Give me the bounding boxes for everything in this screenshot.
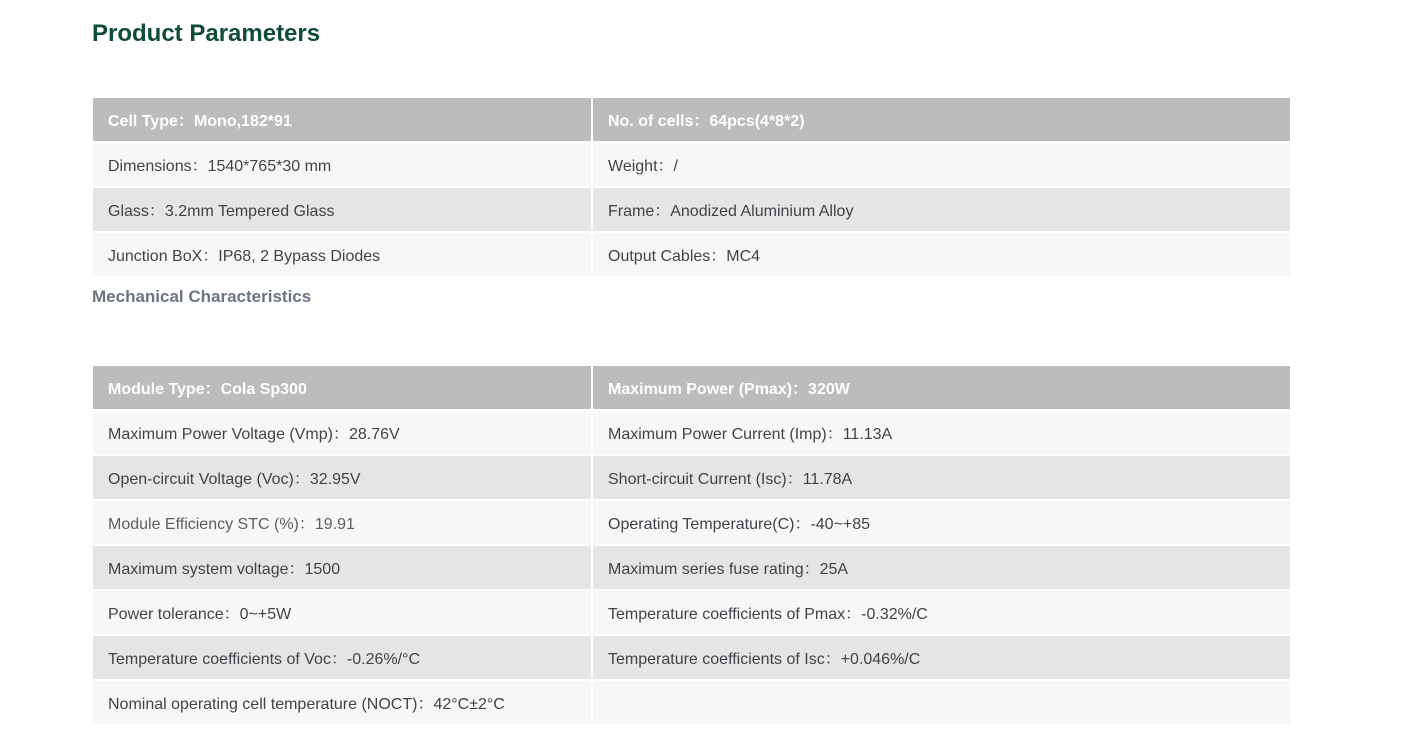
table-cell: Power tolerance：0~+5W <box>93 591 591 634</box>
table-row <box>93 456 1290 499</box>
table-cell: Operating Temperature(C)：-40~+85 <box>593 501 1290 544</box>
table-cell: Output Cables：MC4 <box>593 233 1290 276</box>
table-row <box>93 681 1290 724</box>
table-row <box>93 546 1290 589</box>
table-cell: Cell Type：Mono,182*91 <box>93 98 591 141</box>
table-cell: Open-circuit Voltage (Voc)：32.95V <box>93 456 591 499</box>
table-cell: Weight：/ <box>593 143 1290 186</box>
table-cell: Frame：Anodized Aluminium Alloy <box>593 188 1290 231</box>
table-row <box>93 143 1290 186</box>
table-cell: Temperature coefficients of Isc：+0.046%/C <box>593 636 1290 679</box>
mechanical-characteristics-table <box>91 364 1292 726</box>
product-parameters-table <box>91 96 1292 278</box>
mechanical-characteristics-heading: Mechanical Characteristics <box>92 287 312 306</box>
table-row <box>93 188 1290 231</box>
table-cell <box>593 681 1290 724</box>
table-row <box>93 591 1290 634</box>
table-row <box>93 98 1290 141</box>
table-row <box>93 411 1290 454</box>
table-cell: Junction BoX：IP68, 2 Bypass Diodes <box>93 233 591 276</box>
table-row <box>93 501 1290 544</box>
table-cell: Maximum Power (Pmax)：320W <box>593 366 1290 409</box>
table-cell: Glass：3.2mm Tempered Glass <box>93 188 591 231</box>
table-cell: Short-circuit Current (Isc)：11.78A <box>593 456 1290 499</box>
table-cell: Module Efficiency STC (%)：19.91 <box>93 501 591 544</box>
table-cell: Temperature coefficients of Pmax：-0.32%/C <box>593 591 1290 634</box>
table-row <box>93 233 1290 276</box>
table-cell: Dimensions：1540*765*30 mm <box>93 143 591 186</box>
table-cell: Temperature coefficients of Voc：-0.26%/°C <box>93 636 591 679</box>
table-cell: No. of cells：64pcs(4*8*2) <box>593 98 1290 141</box>
page-title: Product Parameters <box>92 20 321 47</box>
table-row <box>93 636 1290 679</box>
table-cell: Maximum series fuse rating：25A <box>593 546 1290 589</box>
table-cell: Maximum Power Voltage (Vmp)：28.76V <box>93 411 591 454</box>
table-cell: Maximum system voltage：1500 <box>93 546 591 589</box>
table-cell: Module Type：Cola Sp300 <box>93 366 591 409</box>
table-cell: Nominal operating cell temperature (NOCT)：42°C±2°C <box>93 681 591 724</box>
table-row <box>93 366 1290 409</box>
table-cell: Maximum Power Current (Imp)：11.13A <box>593 411 1290 454</box>
